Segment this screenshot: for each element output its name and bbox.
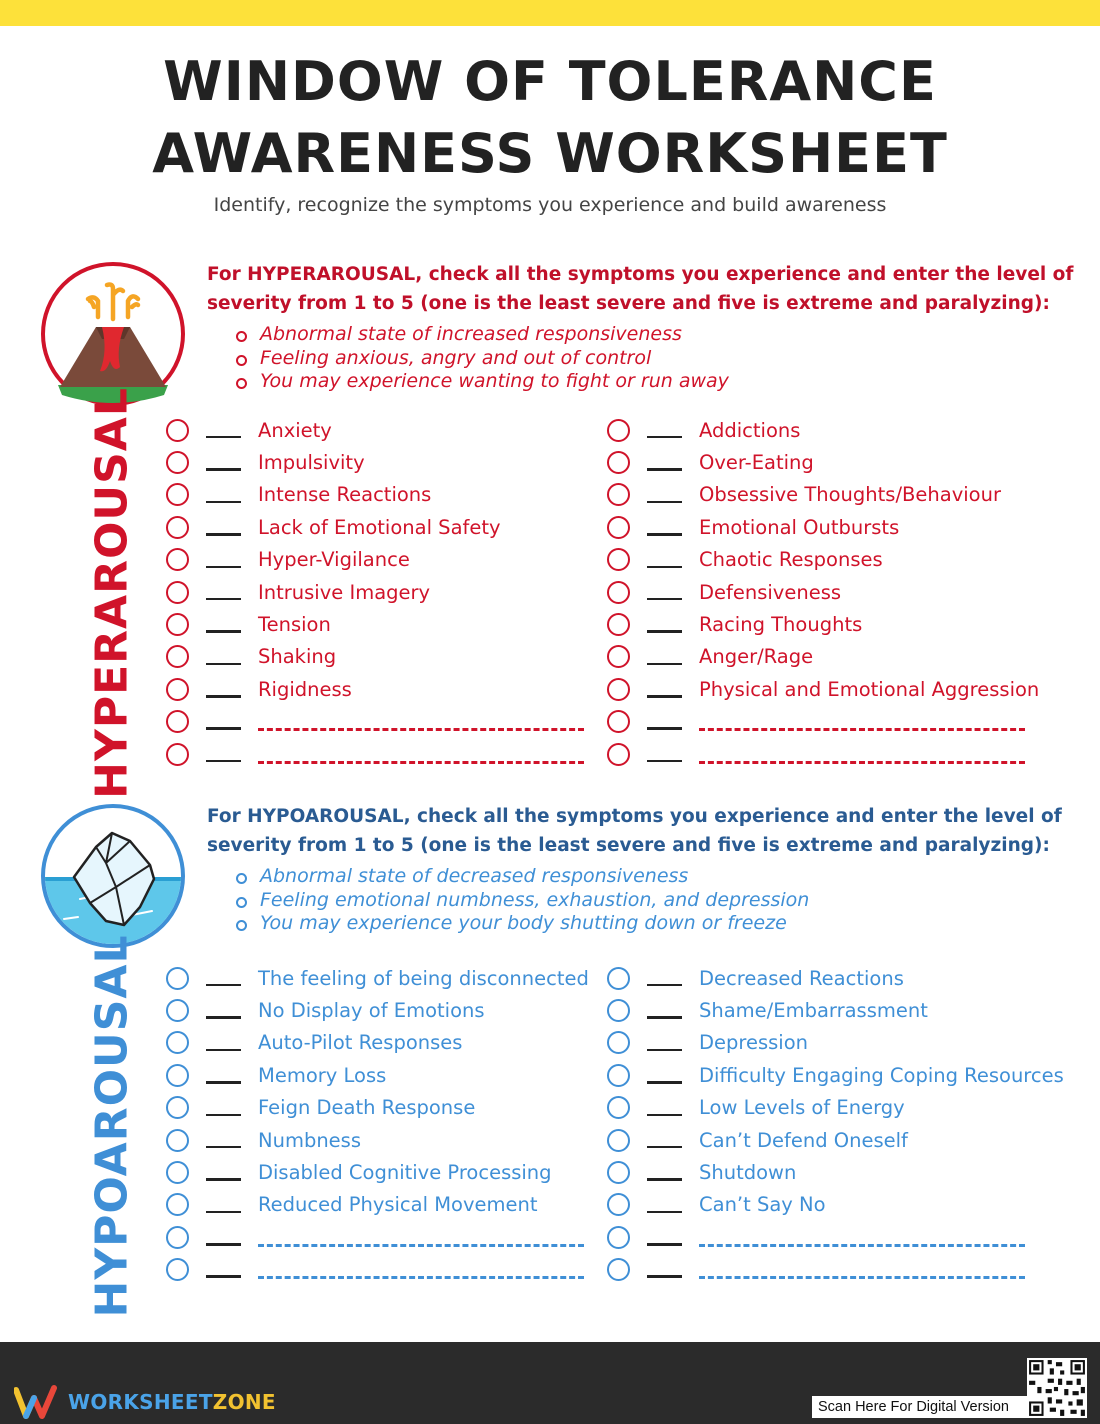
brand-name[interactable]: WORKSHEETZONE <box>68 1390 276 1414</box>
symptom-row <box>165 1027 605 1059</box>
hypoarousal-section <box>0 800 1100 1318</box>
symptom-label: Intrusive Imagery <box>258 580 431 604</box>
symptom-row <box>165 479 605 511</box>
custom-symptom-row <box>165 1221 605 1253</box>
symptom-row <box>606 994 1086 1026</box>
hyperarousal-section <box>0 258 1100 799</box>
symptom-label: Tension <box>258 613 331 637</box>
severity-blank[interactable] <box>647 436 682 439</box>
symptom-checkbox[interactable] <box>607 967 630 990</box>
severity-blank[interactable] <box>206 760 241 763</box>
symptom-checkbox[interactable] <box>607 483 630 506</box>
symptom-checkbox[interactable] <box>607 1129 630 1152</box>
custom-symptom-blank[interactable] <box>258 761 584 764</box>
symptom-row <box>606 608 1086 640</box>
symptom-checkbox[interactable] <box>166 581 189 604</box>
symptom-label: No Display of Emotions <box>258 999 485 1023</box>
symptom-row <box>165 673 605 705</box>
hypoarousal-description-item: You may experience your body shutting down or freeze <box>234 912 809 936</box>
symptom-row <box>165 1156 605 1188</box>
severity-blank[interactable] <box>647 695 682 698</box>
top-accent-bar <box>0 0 1100 26</box>
severity-blank[interactable] <box>647 727 682 730</box>
symptom-row <box>606 1156 1086 1188</box>
severity-blank[interactable] <box>647 663 682 666</box>
severity-blank[interactable] <box>206 1016 241 1019</box>
symptom-label: The feeling of being disconnected <box>258 966 589 990</box>
symptom-row <box>606 414 1086 446</box>
symptom-row <box>606 576 1086 608</box>
hypoarousal-description-item: Feeling emotional numbness, exhaustion, and depression <box>234 889 809 913</box>
qr-code-icon[interactable] <box>1027 1358 1087 1418</box>
symptom-row <box>606 479 1086 511</box>
symptom-checkbox[interactable] <box>166 1096 189 1119</box>
iceberg-icon <box>40 803 186 949</box>
symptom-row <box>165 641 605 673</box>
symptom-label: Chaotic Responses <box>699 548 883 572</box>
severity-blank[interactable] <box>206 1114 241 1117</box>
symptom-label: Disabled Cognitive Processing <box>258 1161 552 1185</box>
symptom-label: Addictions <box>699 418 801 442</box>
severity-blank[interactable] <box>647 501 682 504</box>
severity-blank[interactable] <box>647 1146 682 1149</box>
severity-blank[interactable] <box>647 630 682 633</box>
symptom-label: Racing Thoughts <box>699 613 863 637</box>
symptom-checkbox[interactable] <box>166 613 189 636</box>
symptom-checkbox[interactable] <box>166 999 189 1022</box>
symptom-label: Lack of Emotional Safety <box>258 515 501 539</box>
hypoarousal-instructions: For HYPOAROUSAL, check all the symptoms you experience and enter the level of severity from 1 to 5 (one is the least severe and five is extreme and paralyzing): <box>207 806 1062 856</box>
hyperarousal-symptoms-right <box>606 414 1086 770</box>
symptom-label: Depression <box>699 1031 809 1055</box>
symptom-row <box>165 544 605 576</box>
symptom-label: Shame/Embarrassment <box>699 999 928 1023</box>
symptom-row <box>165 1124 605 1156</box>
symptom-label: Anger/Rage <box>699 645 814 669</box>
severity-blank[interactable] <box>647 760 682 763</box>
severity-blank[interactable] <box>647 566 682 569</box>
symptom-checkbox[interactable] <box>607 1161 630 1184</box>
symptom-checkbox[interactable] <box>166 678 189 701</box>
severity-blank[interactable] <box>647 1114 682 1117</box>
symptom-label: Can’t Say No <box>699 1193 826 1217</box>
symptom-row <box>606 1027 1086 1059</box>
symptom-checkbox[interactable] <box>607 743 630 766</box>
symptom-label: Anxiety <box>258 418 332 442</box>
hyperarousal-description-item: Feeling anxious, angry and out of control <box>234 347 729 371</box>
severity-blank[interactable] <box>206 984 241 987</box>
symptom-label: Memory Loss <box>258 1063 387 1087</box>
custom-symptom-row <box>165 706 605 738</box>
symptom-checkbox[interactable] <box>166 1258 189 1281</box>
symptom-checkbox[interactable] <box>607 516 630 539</box>
symptom-row <box>165 1059 605 1091</box>
symptom-label: Reduced Physical Movement <box>258 1193 538 1217</box>
symptom-label: Impulsivity <box>258 451 365 475</box>
symptom-label: Intense Reactions <box>258 483 432 507</box>
symptom-checkbox[interactable] <box>607 999 630 1022</box>
custom-symptom-row <box>606 1254 1086 1286</box>
severity-blank[interactable] <box>206 695 241 698</box>
symptom-row <box>165 1092 605 1124</box>
severity-blank[interactable] <box>647 1211 682 1214</box>
custom-symptom-row <box>165 738 605 770</box>
symptom-label: Can’t Defend Oneself <box>699 1128 908 1152</box>
symptom-label: Shaking <box>258 645 337 669</box>
symptom-checkbox[interactable] <box>166 1064 189 1087</box>
symptom-label: Hyper-Vigilance <box>258 548 410 572</box>
symptom-checkbox[interactable] <box>607 581 630 604</box>
hypoarousal-description-list <box>234 865 809 936</box>
symptom-row <box>606 544 1086 576</box>
symptom-row <box>165 576 605 608</box>
symptom-row <box>606 511 1086 543</box>
symptom-label: Numbness <box>258 1128 361 1152</box>
symptom-row <box>165 962 605 994</box>
custom-symptom-blank[interactable] <box>699 761 1025 764</box>
symptom-checkbox[interactable] <box>166 419 189 442</box>
severity-blank[interactable] <box>206 663 241 666</box>
symptom-row <box>165 414 605 446</box>
severity-blank[interactable] <box>206 1146 241 1149</box>
hypoarousal-symptoms-left <box>165 962 605 1286</box>
severity-blank[interactable] <box>206 598 241 601</box>
severity-blank[interactable] <box>647 984 682 987</box>
symptom-checkbox[interactable] <box>166 451 189 474</box>
symptom-label: Defensiveness <box>699 580 842 604</box>
custom-symptom-blank[interactable] <box>699 1244 1025 1247</box>
hyperarousal-description-item: You may experience wanting to fight or run away <box>234 370 729 394</box>
symptom-checkbox[interactable] <box>166 1193 189 1216</box>
symptom-checkbox[interactable] <box>166 710 189 733</box>
symptom-checkbox[interactable] <box>607 1226 630 1249</box>
custom-symptom-blank[interactable] <box>258 728 584 731</box>
symptom-row <box>165 1189 605 1221</box>
custom-symptom-blank[interactable] <box>699 728 1025 731</box>
symptom-checkbox[interactable] <box>166 645 189 668</box>
symptom-checkbox[interactable] <box>166 483 189 506</box>
symptom-checkbox[interactable] <box>607 1258 630 1281</box>
symptom-checkbox[interactable] <box>607 1064 630 1087</box>
severity-blank[interactable] <box>206 727 241 730</box>
severity-blank[interactable] <box>206 501 241 504</box>
severity-blank[interactable] <box>206 1049 241 1052</box>
worksheetzone-logo-icon[interactable] <box>14 1384 58 1420</box>
custom-symptom-blank[interactable] <box>258 1276 584 1279</box>
symptom-row <box>165 446 605 478</box>
symptom-row <box>606 1189 1086 1221</box>
symptom-label: Physical and Emotional Aggression <box>699 677 1040 701</box>
symptom-label: Feign Death Response <box>258 1096 476 1120</box>
custom-symptom-row <box>606 1221 1086 1253</box>
hypoarousal-side-label: HYPOAROUSAL <box>86 933 138 1318</box>
symptom-checkbox[interactable] <box>166 1226 189 1249</box>
symptom-checkbox[interactable] <box>607 419 630 442</box>
hyperarousal-instructions: For HYPERAROUSAL, check all the symptoms you experience and enter the level of severity from 1 to 5 (one is the least severe and five is extreme and paralyzing): <box>207 264 1074 314</box>
symptom-checkbox[interactable] <box>607 1096 630 1119</box>
hyperarousal-description-item: Abnormal state of increased responsiveness <box>234 323 729 347</box>
severity-blank[interactable] <box>647 1016 682 1019</box>
symptom-checkbox[interactable] <box>607 613 630 636</box>
volcano-icon <box>40 261 186 407</box>
symptom-row <box>606 641 1086 673</box>
symptom-checkbox[interactable] <box>166 967 189 990</box>
severity-blank[interactable] <box>647 533 682 536</box>
custom-symptom-row <box>606 706 1086 738</box>
severity-blank[interactable] <box>206 1211 241 1214</box>
hypoarousal-symptoms-right <box>606 962 1086 1286</box>
symptom-row <box>165 608 605 640</box>
severity-blank[interactable] <box>206 1243 241 1246</box>
symptom-label: Rigidness <box>258 677 352 701</box>
scan-instruction: Scan Here For Digital Version <box>812 1396 1028 1418</box>
symptom-checkbox[interactable] <box>166 1161 189 1184</box>
hyperarousal-description-list <box>234 323 729 394</box>
symptom-checkbox[interactable] <box>166 516 189 539</box>
custom-symptom-row <box>165 1254 605 1286</box>
symptom-checkbox[interactable] <box>607 451 630 474</box>
symptom-label: Emotional Outbursts <box>699 515 900 539</box>
symptom-label: Difficulty Engaging Coping Resources <box>699 1063 1064 1087</box>
hyperarousal-side-label: HYPERAROUSAL <box>86 387 138 799</box>
severity-blank[interactable] <box>647 598 682 601</box>
severity-blank[interactable] <box>647 1243 682 1246</box>
symptom-label: Over-Eating <box>699 451 814 475</box>
custom-symptom-blank[interactable] <box>258 1244 584 1247</box>
severity-blank[interactable] <box>647 1178 682 1181</box>
symptom-row <box>606 1059 1086 1091</box>
severity-blank[interactable] <box>206 1178 241 1181</box>
symptom-checkbox[interactable] <box>607 548 630 571</box>
symptom-row <box>606 1092 1086 1124</box>
symptom-checkbox[interactable] <box>607 645 630 668</box>
symptom-checkbox[interactable] <box>166 1031 189 1054</box>
severity-blank[interactable] <box>647 1049 682 1052</box>
symptom-row <box>606 446 1086 478</box>
symptom-label: Obsessive Thoughts/Behaviour <box>699 483 1001 507</box>
custom-symptom-row <box>606 738 1086 770</box>
severity-blank[interactable] <box>206 533 241 536</box>
symptom-checkbox[interactable] <box>166 1129 189 1152</box>
severity-blank[interactable] <box>206 1275 241 1278</box>
symptom-checkbox[interactable] <box>166 743 189 766</box>
symptom-checkbox[interactable] <box>166 548 189 571</box>
hyperarousal-symptoms-left <box>165 414 605 770</box>
symptom-row <box>165 511 605 543</box>
symptom-checkbox[interactable] <box>607 1031 630 1054</box>
symptom-checkbox[interactable] <box>607 710 630 733</box>
symptom-label: Auto-Pilot Responses <box>258 1031 463 1055</box>
symptom-label: Decreased Reactions <box>699 966 904 990</box>
severity-blank[interactable] <box>206 566 241 569</box>
symptom-row <box>606 673 1086 705</box>
symptom-checkbox[interactable] <box>607 678 630 701</box>
symptom-row <box>606 962 1086 994</box>
symptom-label: Shutdown <box>699 1161 797 1185</box>
symptom-checkbox[interactable] <box>607 1193 630 1216</box>
hypoarousal-description-item: Abnormal state of decreased responsiveness <box>234 865 809 889</box>
severity-blank[interactable] <box>206 436 241 439</box>
severity-blank[interactable] <box>206 630 241 633</box>
symptom-label: Low Levels of Energy <box>699 1096 905 1120</box>
severity-blank[interactable] <box>206 468 241 471</box>
page-subtitle: Identify, recognize the symptoms you experience and build awareness <box>213 194 887 216</box>
severity-blank[interactable] <box>206 1081 241 1084</box>
footer-bar <box>0 1342 1100 1424</box>
page-title-line-1: WINDOW OF TOLERANCE <box>163 50 937 113</box>
severity-blank[interactable] <box>647 468 682 471</box>
symptom-row <box>606 1124 1086 1156</box>
severity-blank[interactable] <box>647 1081 682 1084</box>
symptom-row <box>165 994 605 1026</box>
severity-blank[interactable] <box>647 1275 682 1278</box>
custom-symptom-blank[interactable] <box>699 1276 1025 1279</box>
page-title-line-2: AWARENESS WORKSHEET <box>152 122 948 185</box>
